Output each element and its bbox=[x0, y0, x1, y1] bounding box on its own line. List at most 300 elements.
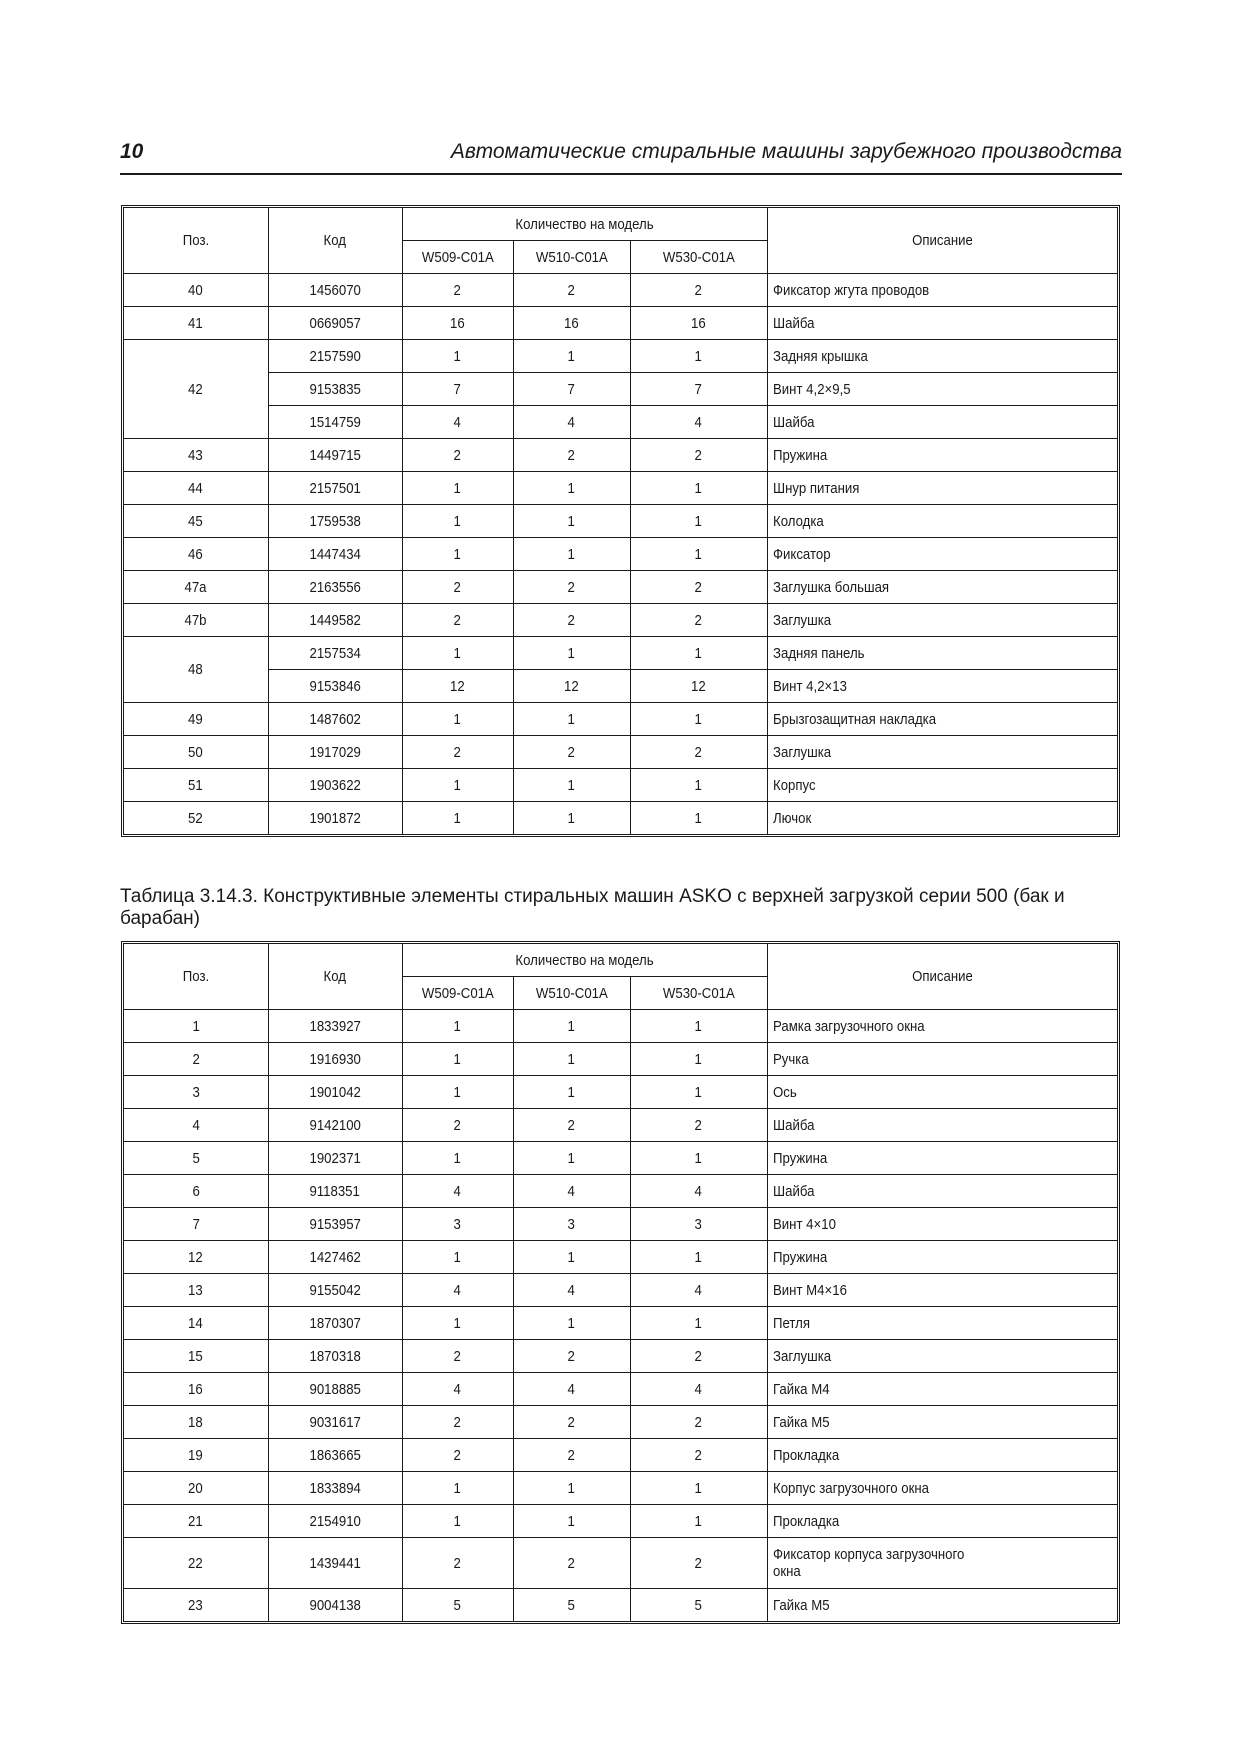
qty-value: 5 bbox=[567, 1596, 576, 1614]
qty-value: 2 bbox=[567, 611, 576, 629]
qty-value: 2 bbox=[694, 1446, 703, 1464]
cell-qty bbox=[513, 769, 630, 802]
cell-qty bbox=[513, 505, 630, 538]
desc-value: Винт 4×10 bbox=[772, 1215, 836, 1233]
cell-pos bbox=[124, 1406, 268, 1439]
cell-code bbox=[268, 1538, 402, 1589]
header-model bbox=[513, 977, 630, 1010]
cell-qty bbox=[513, 1307, 630, 1340]
code-value: 9142100 bbox=[309, 1116, 361, 1134]
cell-qty bbox=[630, 307, 767, 340]
qty-value: 1 bbox=[453, 512, 462, 530]
cell-code bbox=[268, 571, 402, 604]
cell-code bbox=[268, 1406, 402, 1439]
table-row bbox=[124, 604, 1117, 637]
pos-value: 42 bbox=[188, 380, 204, 398]
qty-value: 1 bbox=[694, 1314, 703, 1332]
desc-value: Винт 4,2×13 bbox=[772, 677, 847, 695]
qty-value: 4 bbox=[694, 413, 703, 431]
cell-desc bbox=[767, 637, 1117, 670]
cell-qty bbox=[402, 1505, 513, 1538]
cell-pos bbox=[124, 1175, 268, 1208]
desc-value: Шнур питания bbox=[772, 479, 859, 497]
cell-qty bbox=[630, 802, 767, 835]
pos-value: 6 bbox=[192, 1182, 200, 1200]
code-value: 9153835 bbox=[309, 380, 361, 398]
header-pos-label: Поз. bbox=[182, 968, 209, 985]
cell-code bbox=[268, 1307, 402, 1340]
cell-desc bbox=[767, 1406, 1117, 1439]
cell-qty bbox=[630, 1538, 767, 1589]
desc-value: Заглушка большая bbox=[772, 578, 889, 596]
pos-value: 47b bbox=[184, 611, 207, 629]
table-row bbox=[124, 1043, 1117, 1076]
model-label: W509-C01A bbox=[421, 248, 494, 266]
header-desc bbox=[767, 208, 1117, 274]
code-value: 9153846 bbox=[309, 677, 361, 695]
table-row bbox=[124, 1208, 1117, 1241]
cell-pos bbox=[124, 1439, 268, 1472]
cell-qty bbox=[513, 1175, 630, 1208]
cell-desc bbox=[767, 571, 1117, 604]
desc-value: Ось bbox=[772, 1083, 797, 1101]
desc-value: Гайка М5 bbox=[772, 1413, 830, 1431]
code-value: 1514759 bbox=[309, 413, 361, 431]
table-row bbox=[124, 670, 1117, 703]
cell-code bbox=[268, 1208, 402, 1241]
cell-qty bbox=[402, 637, 513, 670]
cell-desc bbox=[767, 1076, 1117, 1109]
qty-value: 2 bbox=[567, 578, 576, 596]
cell-qty bbox=[630, 1472, 767, 1505]
table-caption: Таблица 3.14.3. Конструктивные элементы стиральных машин ASKO с верхней загрузкой серии 500 (бак и барабан) bbox=[120, 886, 1065, 929]
qty-value: 7 bbox=[567, 380, 576, 398]
table-row bbox=[124, 802, 1117, 835]
cell-code bbox=[268, 769, 402, 802]
cell-qty bbox=[630, 1307, 767, 1340]
code-value: 1916930 bbox=[309, 1050, 361, 1068]
cell-qty bbox=[630, 1109, 767, 1142]
qty-value: 1 bbox=[453, 809, 462, 827]
code-value: 9018885 bbox=[309, 1380, 361, 1398]
desc-value: Пружина bbox=[772, 446, 827, 464]
qty-value: 1 bbox=[567, 1050, 576, 1068]
pos-value: 2 bbox=[192, 1050, 200, 1068]
pos-value: 21 bbox=[188, 1512, 204, 1530]
code-value: 1917029 bbox=[309, 743, 361, 761]
cell-code bbox=[268, 1505, 402, 1538]
qty-value: 1 bbox=[453, 545, 462, 563]
cell-qty bbox=[513, 439, 630, 472]
cell-pos bbox=[124, 703, 268, 736]
desc-value: Корпус загрузочного окна bbox=[772, 1479, 929, 1497]
pos-value: 16 bbox=[188, 1380, 204, 1398]
qty-value: 4 bbox=[453, 413, 462, 431]
cell-qty bbox=[402, 736, 513, 769]
qty-value: 1 bbox=[453, 1149, 462, 1167]
cell-qty bbox=[630, 373, 767, 406]
pos-value: 5 bbox=[192, 1149, 200, 1167]
header-desc-label: Описание bbox=[911, 968, 973, 985]
cell-desc bbox=[767, 307, 1117, 340]
qty-value: 2 bbox=[567, 743, 576, 761]
cell-code bbox=[268, 1589, 402, 1622]
table-row bbox=[124, 472, 1117, 505]
cell-desc bbox=[767, 1142, 1117, 1175]
pos-value: 13 bbox=[188, 1281, 204, 1299]
cell-qty bbox=[630, 769, 767, 802]
cell-qty bbox=[513, 604, 630, 637]
code-value: 9031617 bbox=[309, 1413, 361, 1431]
qty-value: 12 bbox=[564, 677, 579, 695]
desc-value: Заглушка bbox=[772, 1347, 831, 1365]
table-row bbox=[124, 505, 1117, 538]
table-row bbox=[124, 1175, 1117, 1208]
header-row bbox=[124, 208, 1117, 241]
header-desc bbox=[767, 944, 1117, 1010]
header-code-label: Код bbox=[323, 232, 347, 249]
cell-code bbox=[268, 1010, 402, 1043]
desc-value: Заглушка bbox=[772, 743, 831, 761]
qty-value: 1 bbox=[453, 479, 462, 497]
cell-pos bbox=[124, 307, 268, 340]
cell-code bbox=[268, 736, 402, 769]
cell-qty bbox=[513, 1076, 630, 1109]
qty-value: 1 bbox=[567, 347, 576, 365]
cell-qty bbox=[513, 406, 630, 439]
table-row bbox=[124, 637, 1117, 670]
code-value: 1487602 bbox=[309, 710, 361, 728]
cell-qty bbox=[402, 307, 513, 340]
pos-value: 47a bbox=[184, 578, 207, 596]
qty-value: 16 bbox=[691, 314, 706, 332]
cell-desc bbox=[767, 736, 1117, 769]
qty-value: 1 bbox=[694, 1149, 703, 1167]
cell-qty bbox=[513, 307, 630, 340]
qty-value: 4 bbox=[453, 1182, 462, 1200]
qty-value: 1 bbox=[567, 545, 576, 563]
page-number: 10 bbox=[120, 140, 144, 163]
qty-value: 2 bbox=[453, 578, 462, 596]
running-title: Автоматические стиральные машины зарубежного производства bbox=[450, 140, 1122, 163]
cell-qty bbox=[630, 703, 767, 736]
cell-pos bbox=[124, 1043, 268, 1076]
cell-qty bbox=[513, 1340, 630, 1373]
cell-qty bbox=[513, 802, 630, 835]
code-value: 1903622 bbox=[309, 776, 361, 794]
cell-qty bbox=[513, 1043, 630, 1076]
qty-value: 1 bbox=[453, 1017, 462, 1035]
cell-code bbox=[268, 1241, 402, 1274]
cell-pos bbox=[124, 637, 268, 703]
cell-qty bbox=[513, 1010, 630, 1043]
qty-value: 1 bbox=[453, 644, 462, 662]
cell-qty bbox=[630, 736, 767, 769]
cell-code bbox=[268, 604, 402, 637]
cell-code bbox=[268, 1043, 402, 1076]
qty-value: 1 bbox=[694, 347, 703, 365]
cell-desc bbox=[767, 703, 1117, 736]
qty-value: 12 bbox=[691, 677, 706, 695]
cell-qty bbox=[402, 1175, 513, 1208]
pos-value: 14 bbox=[188, 1314, 204, 1332]
qty-value: 2 bbox=[453, 446, 462, 464]
cell-qty bbox=[630, 604, 767, 637]
qty-value: 1 bbox=[694, 1083, 703, 1101]
table-row bbox=[124, 1538, 1117, 1589]
table-row bbox=[124, 1472, 1117, 1505]
cell-desc bbox=[767, 505, 1117, 538]
cell-code bbox=[268, 1274, 402, 1307]
qty-value: 1 bbox=[567, 1512, 576, 1530]
qty-value: 1 bbox=[694, 644, 703, 662]
cell-qty bbox=[513, 703, 630, 736]
qty-value: 2 bbox=[567, 1347, 576, 1365]
cell-qty bbox=[630, 505, 767, 538]
table-row bbox=[124, 307, 1117, 340]
cell-code bbox=[268, 538, 402, 571]
desc-value: Пружина bbox=[772, 1248, 827, 1266]
cell-desc bbox=[767, 1175, 1117, 1208]
header-model bbox=[630, 977, 767, 1010]
qty-value: 1 bbox=[453, 1083, 462, 1101]
cell-qty bbox=[402, 1472, 513, 1505]
cell-pos bbox=[124, 1340, 268, 1373]
code-value: 1427462 bbox=[309, 1248, 361, 1266]
cell-qty bbox=[402, 1076, 513, 1109]
desc-value: Задняя крышка bbox=[772, 347, 868, 365]
cell-qty bbox=[630, 439, 767, 472]
code-value: 1449582 bbox=[309, 611, 361, 629]
cell-pos bbox=[124, 439, 268, 472]
qty-value: 1 bbox=[453, 710, 462, 728]
cell-desc bbox=[767, 373, 1117, 406]
cell-code bbox=[268, 1175, 402, 1208]
cell-qty bbox=[513, 538, 630, 571]
cell-desc bbox=[767, 1439, 1117, 1472]
qty-value: 2 bbox=[694, 1116, 703, 1134]
cell-qty bbox=[402, 472, 513, 505]
qty-value: 4 bbox=[694, 1281, 703, 1299]
desc-value: Шайба bbox=[772, 1182, 814, 1200]
qty-value: 5 bbox=[453, 1596, 462, 1614]
cell-qty bbox=[630, 1439, 767, 1472]
cell-qty bbox=[513, 1589, 630, 1622]
cell-qty bbox=[630, 1274, 767, 1307]
desc-value: Шайба bbox=[772, 413, 814, 431]
cell-pos bbox=[124, 472, 268, 505]
desc-value: Пружина bbox=[772, 1149, 827, 1167]
qty-value: 1 bbox=[567, 776, 576, 794]
qty-value: 4 bbox=[567, 1281, 576, 1299]
code-value: 2157534 bbox=[309, 644, 361, 662]
code-value: 9118351 bbox=[309, 1182, 361, 1200]
pos-value: 1 bbox=[192, 1017, 200, 1035]
cell-qty bbox=[402, 538, 513, 571]
model-label: W510-C01A bbox=[535, 984, 608, 1002]
desc-value: Гайка М4 bbox=[772, 1380, 830, 1398]
code-value: 9153957 bbox=[309, 1215, 361, 1233]
qty-value: 5 bbox=[694, 1596, 703, 1614]
cell-pos bbox=[124, 1274, 268, 1307]
qty-value: 3 bbox=[567, 1215, 576, 1233]
cell-code bbox=[268, 670, 402, 703]
cell-qty bbox=[402, 571, 513, 604]
model-label: W530-C01A bbox=[662, 984, 735, 1002]
desc-value: Рамка загрузочного окна bbox=[772, 1017, 925, 1035]
cell-code bbox=[268, 802, 402, 835]
cell-code bbox=[268, 373, 402, 406]
qty-value: 1 bbox=[453, 1314, 462, 1332]
qty-value: 1 bbox=[567, 1314, 576, 1332]
desc-value: Фиксатор корпуса загрузочного окна bbox=[772, 1546, 964, 1580]
qty-value: 4 bbox=[567, 1380, 576, 1398]
qty-value: 1 bbox=[694, 512, 703, 530]
cell-code bbox=[268, 274, 402, 307]
qty-value: 2 bbox=[567, 281, 576, 299]
desc-value: Брызгозащитная накладка bbox=[772, 710, 936, 728]
cell-qty bbox=[513, 1439, 630, 1472]
qty-value: 2 bbox=[453, 1446, 462, 1464]
cell-code bbox=[268, 1076, 402, 1109]
qty-value: 2 bbox=[694, 743, 703, 761]
header-model bbox=[513, 241, 630, 274]
pos-value: 3 bbox=[192, 1083, 200, 1101]
qty-value: 2 bbox=[567, 1413, 576, 1431]
qty-value: 1 bbox=[694, 479, 703, 497]
qty-value: 2 bbox=[694, 1413, 703, 1431]
pos-value: 4 bbox=[192, 1116, 200, 1134]
table-grid bbox=[124, 208, 1117, 834]
qty-value: 2 bbox=[694, 446, 703, 464]
header-code bbox=[268, 208, 402, 274]
qty-value: 2 bbox=[453, 1413, 462, 1431]
pos-value: 49 bbox=[188, 710, 204, 728]
cell-qty bbox=[630, 1043, 767, 1076]
cell-pos bbox=[124, 274, 268, 307]
cell-desc bbox=[767, 1589, 1117, 1622]
header-model bbox=[402, 241, 513, 274]
header-pos bbox=[124, 944, 268, 1010]
qty-value: 1 bbox=[567, 1149, 576, 1167]
cell-pos bbox=[124, 1208, 268, 1241]
cell-qty bbox=[402, 1439, 513, 1472]
qty-value: 2 bbox=[567, 1116, 576, 1134]
qty-value: 2 bbox=[567, 446, 576, 464]
pos-value: 7 bbox=[192, 1215, 200, 1233]
cell-qty bbox=[513, 1208, 630, 1241]
table-row bbox=[124, 1076, 1117, 1109]
cell-pos bbox=[124, 1472, 268, 1505]
cell-qty bbox=[630, 1406, 767, 1439]
cell-qty bbox=[402, 802, 513, 835]
table-row bbox=[124, 538, 1117, 571]
table-row bbox=[124, 1274, 1117, 1307]
qty-value: 1 bbox=[694, 1017, 703, 1035]
cell-pos bbox=[124, 571, 268, 604]
cell-qty bbox=[630, 1175, 767, 1208]
cell-qty bbox=[513, 1406, 630, 1439]
qty-value: 1 bbox=[453, 1248, 462, 1266]
pos-value: 22 bbox=[188, 1554, 204, 1572]
qty-value: 2 bbox=[453, 1116, 462, 1134]
pos-value: 44 bbox=[188, 479, 204, 497]
qty-value: 1 bbox=[453, 776, 462, 794]
header-qty-label: Количество на модель bbox=[515, 951, 654, 969]
cell-qty bbox=[402, 1274, 513, 1307]
cell-qty bbox=[402, 274, 513, 307]
qty-value: 2 bbox=[453, 281, 462, 299]
qty-value: 1 bbox=[567, 1479, 576, 1497]
qty-value: 7 bbox=[453, 380, 462, 398]
cell-desc bbox=[767, 274, 1117, 307]
cell-qty bbox=[402, 1307, 513, 1340]
cell-code bbox=[268, 505, 402, 538]
cell-pos bbox=[124, 769, 268, 802]
qty-value: 2 bbox=[453, 1554, 462, 1572]
parts-table-2 bbox=[121, 941, 1120, 1624]
table-row bbox=[124, 1406, 1117, 1439]
cell-code bbox=[268, 1340, 402, 1373]
cell-code bbox=[268, 439, 402, 472]
cell-qty bbox=[402, 1340, 513, 1373]
qty-value: 4 bbox=[567, 1182, 576, 1200]
cell-desc bbox=[767, 1208, 1117, 1241]
table-row bbox=[124, 1439, 1117, 1472]
cell-qty bbox=[513, 670, 630, 703]
qty-value: 1 bbox=[567, 1017, 576, 1035]
cell-code bbox=[268, 637, 402, 670]
cell-qty bbox=[513, 637, 630, 670]
cell-qty bbox=[630, 1142, 767, 1175]
table-body bbox=[124, 1010, 1117, 1622]
cell-desc bbox=[767, 1538, 1117, 1589]
cell-qty bbox=[513, 274, 630, 307]
cell-desc bbox=[767, 1307, 1117, 1340]
cell-qty bbox=[630, 1589, 767, 1622]
desc-value: Петля bbox=[772, 1314, 810, 1332]
desc-value: Колодка bbox=[772, 512, 824, 530]
header-qty-label: Количество на модель bbox=[515, 215, 654, 233]
cell-pos bbox=[124, 1538, 268, 1589]
cell-qty bbox=[630, 1373, 767, 1406]
cell-pos bbox=[124, 1505, 268, 1538]
header-row bbox=[124, 944, 1117, 977]
cell-qty bbox=[402, 1241, 513, 1274]
cell-qty bbox=[630, 1241, 767, 1274]
cell-desc bbox=[767, 340, 1117, 373]
desc-value: Задняя панель bbox=[772, 644, 865, 662]
cell-qty bbox=[402, 670, 513, 703]
cell-qty bbox=[630, 1208, 767, 1241]
header-code-label: Код bbox=[323, 968, 347, 985]
cell-desc bbox=[767, 1505, 1117, 1538]
cell-desc bbox=[767, 1373, 1117, 1406]
cell-qty bbox=[402, 1010, 513, 1043]
cell-qty bbox=[630, 1340, 767, 1373]
cell-pos bbox=[124, 1109, 268, 1142]
cell-code bbox=[268, 1439, 402, 1472]
table-row bbox=[124, 1589, 1117, 1622]
qty-value: 4 bbox=[453, 1281, 462, 1299]
model-label: W509-C01A bbox=[421, 984, 494, 1002]
header-model bbox=[630, 241, 767, 274]
code-value: 1902371 bbox=[309, 1149, 361, 1167]
qty-value: 1 bbox=[694, 710, 703, 728]
cell-qty bbox=[630, 340, 767, 373]
cell-qty bbox=[513, 1142, 630, 1175]
cell-qty bbox=[402, 505, 513, 538]
